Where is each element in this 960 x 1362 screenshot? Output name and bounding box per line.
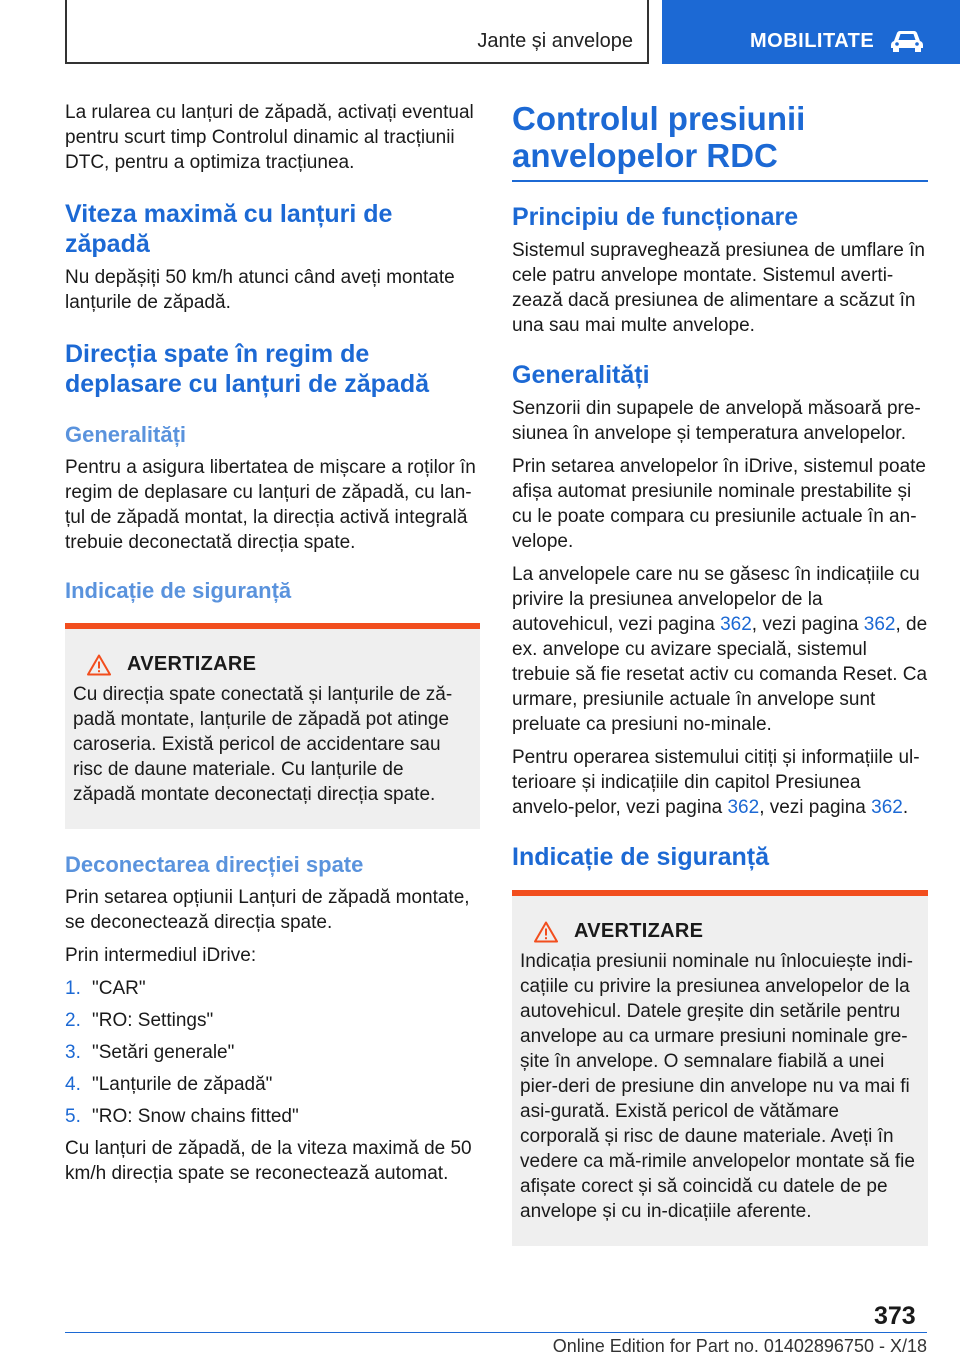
footer-divider bbox=[65, 1332, 927, 1333]
speed-paragraph: Nu depășiți 50 km/h atunci când aveți montate lanțurile de zăpadă. bbox=[65, 267, 455, 313]
steps-list bbox=[65, 976, 480, 1129]
operation-paragraph: Pentru operarea sistemului citiți și informațiile ul-terioare și indicațiile din capitol Presiunea anvelo-pelor, vezi pagina 362, vezi pagina 362. bbox=[512, 747, 920, 818]
header-chapter-tab[interactable] bbox=[662, 0, 960, 64]
footer-edition: Online Edition for Part no. 01402896750 - X/18 bbox=[552, 1336, 927, 1356]
warning-box bbox=[512, 890, 928, 1246]
safety-subheading: Indicație de siguranță bbox=[65, 578, 292, 603]
step-text: "Setări generale" bbox=[92, 1042, 235, 1063]
warning-triangle-icon bbox=[534, 921, 558, 943]
header-section-title: Jante și anvelope bbox=[477, 30, 633, 52]
warning-title: AVERTIZARE bbox=[127, 653, 257, 675]
warning-text: Cu direcția spate conectată și lanțurile de ză-padă montate, lanțurile de zăpadă pot atinge caroseria. Există pericol de accidentare sau risc de daune materiale. Cu lanțurile de zăpadă montate deconectați direcția spate. bbox=[73, 684, 453, 805]
page-link[interactable]: 362 bbox=[727, 797, 760, 818]
general-paragraph-1: Senzorii din supapele de anvelopă măsoară pre-siunea în anvelope și temperatura anvelopelor. bbox=[512, 398, 921, 444]
closing-paragraph: Cu lanțuri de zăpadă, de la viteza maximă de 50 km/h direcția spate se reconectează automat. bbox=[65, 1138, 472, 1184]
title-divider bbox=[512, 180, 928, 182]
general-heading: Generalități bbox=[512, 361, 650, 389]
header-section-box bbox=[65, 0, 649, 64]
warning-header bbox=[73, 653, 470, 676]
disconnect-paragraph: Prin setarea opțiunii Lanțuri de zăpadă montate, se deconectează direcția spate. bbox=[65, 887, 470, 933]
step-number: 5. bbox=[65, 1106, 81, 1127]
main-title: Controlul presiunii anvelopelor RDC bbox=[512, 100, 806, 174]
disconnect-subheading: Deconectarea direcției spate bbox=[65, 852, 364, 877]
left-column bbox=[65, 100, 480, 1194]
warning-header bbox=[520, 920, 918, 943]
step-number: 2. bbox=[65, 1010, 81, 1031]
step-number: 4. bbox=[65, 1074, 81, 1095]
speed-heading: Viteza maximă cu lanțuri de zăpadă bbox=[65, 200, 393, 258]
principle-paragraph: Sistemul supraveghează presiunea de umflare în cele patru anvelope montate. Sistemul averti-zează dacă presiunea de alimentare a scăzut în una sau mai multe anvelope. bbox=[512, 240, 925, 336]
warning-title: AVERTIZARE bbox=[574, 920, 704, 942]
page-link[interactable]: 362 bbox=[871, 797, 903, 818]
via-idrive-paragraph: Prin intermediul iDrive: bbox=[65, 945, 257, 966]
step-text: "CAR" bbox=[92, 978, 146, 999]
list-item bbox=[65, 976, 480, 1001]
general-subheading: Generalități bbox=[65, 422, 187, 447]
rear-steering-heading: Direcția spate în regim de deplasare cu lanțuri de zăpadă bbox=[65, 340, 430, 398]
intro-paragraph: La rularea cu lanțuri de zăpadă, activați eventual pentru scurt timp Controlul dinamic al tracțiunii DTC, pentru a optimiza tracțiunea. bbox=[65, 102, 474, 173]
warning-box bbox=[65, 623, 480, 829]
general-paragraph-2: Prin setarea anvelopelor în iDrive, sistemul poate afișa automat presiunile nominale prestabilite și cu le poate compara cu presiunile actuale în an-velope. bbox=[512, 456, 926, 552]
safety-heading: Indicație de siguranță bbox=[512, 843, 770, 871]
principle-heading: Principiu de funcționare bbox=[512, 203, 799, 231]
warning-text: Indicația presiunii nominale nu înlocuiește indi-cațiile cu privire la presiunea anvelopelor de la autovehicul. Datele greșite din setările pentru anvelope au ca urmare presiuni nominale gre-șite în anvelope. O semnalare fiabilă a unei pier-deri de presiune din anvelope nu va mai fi asi-gurată. Există pericol de vătămare corporală și risc de daune materiale. Aveți în vedere ca mă-rimile anvelopelor montate să fie afișate corect și să coincidă cu datele de pe anvelope și cu in-dicațiile aferente. bbox=[520, 951, 915, 1222]
list-item bbox=[65, 1040, 480, 1065]
step-text: "RO: Snow chains fitted" bbox=[92, 1106, 299, 1127]
right-column bbox=[512, 100, 928, 1256]
page-link[interactable]: 362 bbox=[720, 614, 752, 635]
page-number: 373 bbox=[874, 1302, 916, 1330]
list-item bbox=[65, 1008, 480, 1033]
step-number: 3. bbox=[65, 1042, 81, 1063]
step-text: "Lanțurile de zăpadă" bbox=[92, 1074, 273, 1095]
header-chapter-label: MOBILITATE bbox=[750, 30, 875, 52]
list-item bbox=[65, 1072, 480, 1097]
reset-paragraph: La anvelopele care nu se găsesc în indicațiile cu privire la presiunea anvelopelor de la autovehicul, vezi pagina 362, vezi pagina 362, de ex. anvelope cu avizare specială, sistemul trebuie să fie resetat activ cu comanda Reset. Ca urmare, presiunile actuale în anvelope sunt preluate ca presiuni no-minale. bbox=[512, 564, 928, 735]
warning-triangle-icon bbox=[87, 654, 111, 676]
page-link[interactable]: 362 bbox=[863, 614, 896, 635]
general-paragraph: Pentru a asigura libertatea de mișcare a roților în regim de deplasare cu lanțuri de zăpadă, cu lan-țul de zăpadă montat, la direcția activă integrală trebuie deconectată direcția spate. bbox=[65, 457, 476, 553]
step-number: 1. bbox=[65, 978, 81, 999]
car-icon bbox=[888, 28, 926, 52]
step-text: "RO: Settings" bbox=[92, 1010, 214, 1031]
list-item bbox=[65, 1104, 480, 1129]
